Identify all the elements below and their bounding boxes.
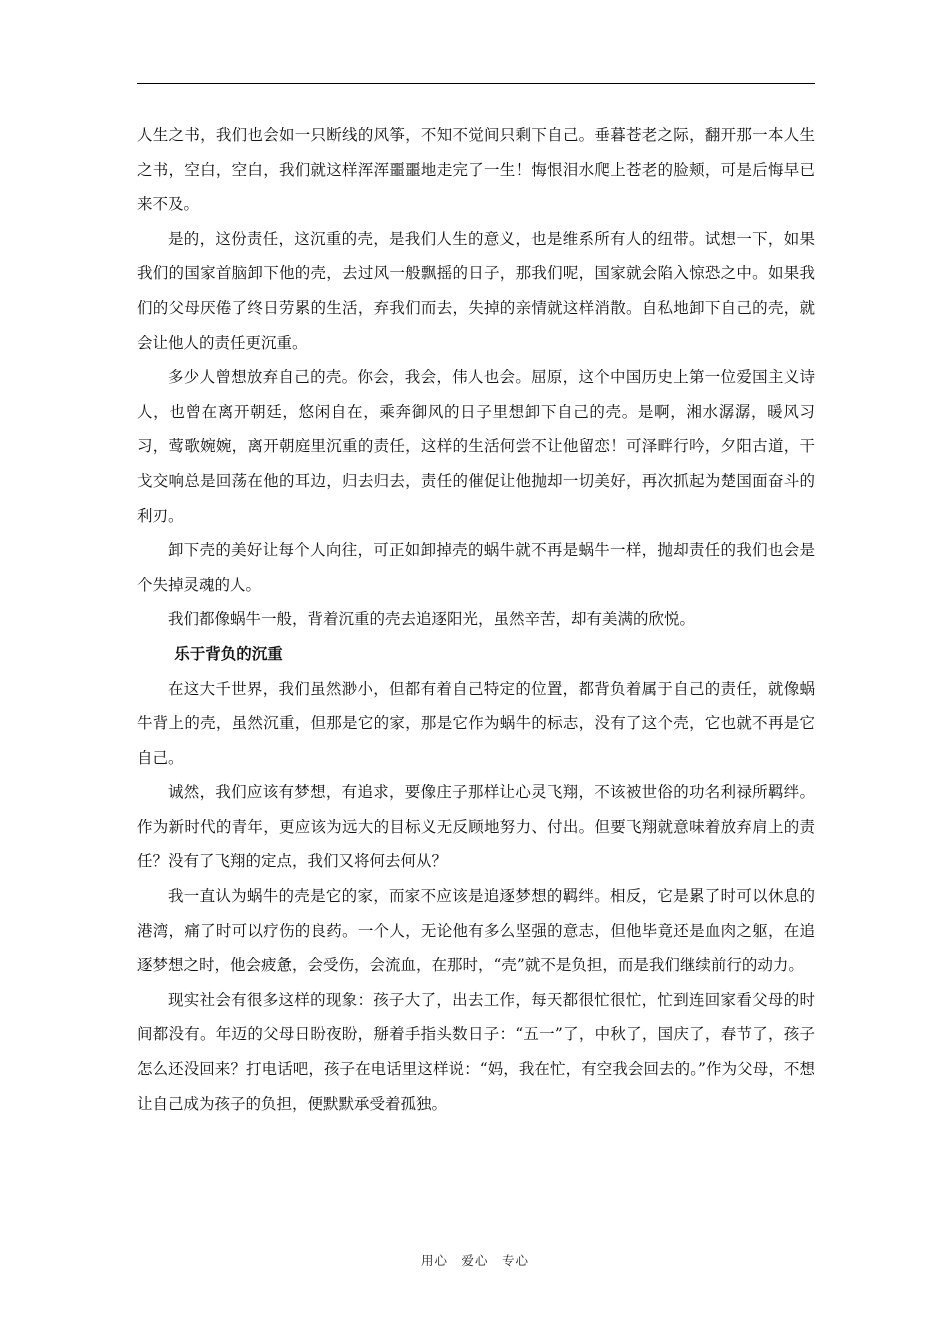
page-footer: 用心 爱心 专心 — [420, 1253, 529, 1268]
header-rule — [137, 83, 815, 84]
paragraph-5: 我们都像蜗牛一般，背着沉重的壳去追逐阳光，虽然辛苦，却有美满的欣悦。 — [168, 610, 696, 629]
section-paragraph-2: 诚然，我们应该有梦想，有追求，要像庄子那样让心灵飞翔，不该被世俗的功名利禄所羁绊。作为新时代的青年，更应该为远大的目标义无反顾地努力、付出。但要飞翔就意味着放弃肩上的责任？没有了飞翔的定点，我们又将何去何从？ — [137, 783, 815, 871]
paragraph-1: 人生之书，我们也会如一只断线的风筝，不知不觉间只剩下自己。垂暮苍老之际，翻开那一本人生之书，空白，空白，我们就这样浑浑噩噩地走完了一生！悔恨泪水爬上苍老的脸颊，可是后悔早已来不及。 — [137, 126, 815, 214]
section-heading: 乐于背负的沉重 — [174, 644, 283, 663]
section-paragraph-3: 我一直认为蜗牛的壳是它的家，而家不应该是追逐梦想的羁绊。相反，它是累了时可以休息的港湾，痛了时可以疗伤的良药。一个人，无论他有多么坚强的意志，但他毕竟还是血肉之躯，在追逐梦想之时，他会疲惫，会受伤，会流血，在那时，“壳”就不是负担，而是我们继续前行的动力。 — [137, 887, 815, 975]
paragraph-3: 多少人曾想放弃自己的壳。你会，我会，伟人也会。屈原，这个中国历史上第一位爱国主义诗人，也曾在离开朝廷，悠闲自在，乘奔御风的日子里想卸下自己的壳。是啊，湘水潺潺，暖风习习，莺歌婉婉，离开朝庭里沉重的责任，这样的生活何尝不让他留恋！可泽畔行吟，夕阳古道，干戈交响总是回荡在他的耳边，归去归去，责任的催促让他抛却一切美好，再次抓起为楚国面奋斗的利刃。 — [137, 368, 815, 525]
document-body — [137, 118, 815, 1121]
paragraph-2: 是的，这份责任，这沉重的壳，是我们人生的意义，也是维系所有人的纽带。试想一下，如果我们的国家首脑卸下他的壳，去过风一般飘摇的日子，那我们呢，国家就会陷入惊恐之中。如果我们的父母厌倦了终日劳累的生活，弃我们而去，失掉的亲情就这样消散。自私地卸下自己的壳，就会让他人的责任更沉重。 — [137, 229, 815, 352]
section-paragraph-1: 在这大千世界，我们虽然渺小，但都有着自己特定的位置，都背负着属于自己的责任，就像蜗牛背上的壳，虽然沉重，但那是它的家，那是它作为蜗牛的标志，没有了这个壳，它也就不再是它自己。 — [137, 679, 815, 767]
paragraph-4: 卸下壳的美好让每个人向往，可正如卸掉壳的蜗牛就不再是蜗牛一样，抛却责任的我们也会是个失掉灵魂的人。 — [137, 541, 815, 594]
section-paragraph-4: 现实社会有很多这样的现象：孩子大了，出去工作，每天都很忙很忙，忙到连回家看父母的时间都没有。年迈的父母日盼夜盼，掰着手指头数日子：“五一”了，中秋了，国庆了，春节了，孩子怎么还没回来？打电话吧，孩子在电话里这样说：“妈，我在忙，有空我会回去的。”作为父母，不想让自己成为孩子的负担，便默默承受着孤独。 — [137, 990, 815, 1113]
